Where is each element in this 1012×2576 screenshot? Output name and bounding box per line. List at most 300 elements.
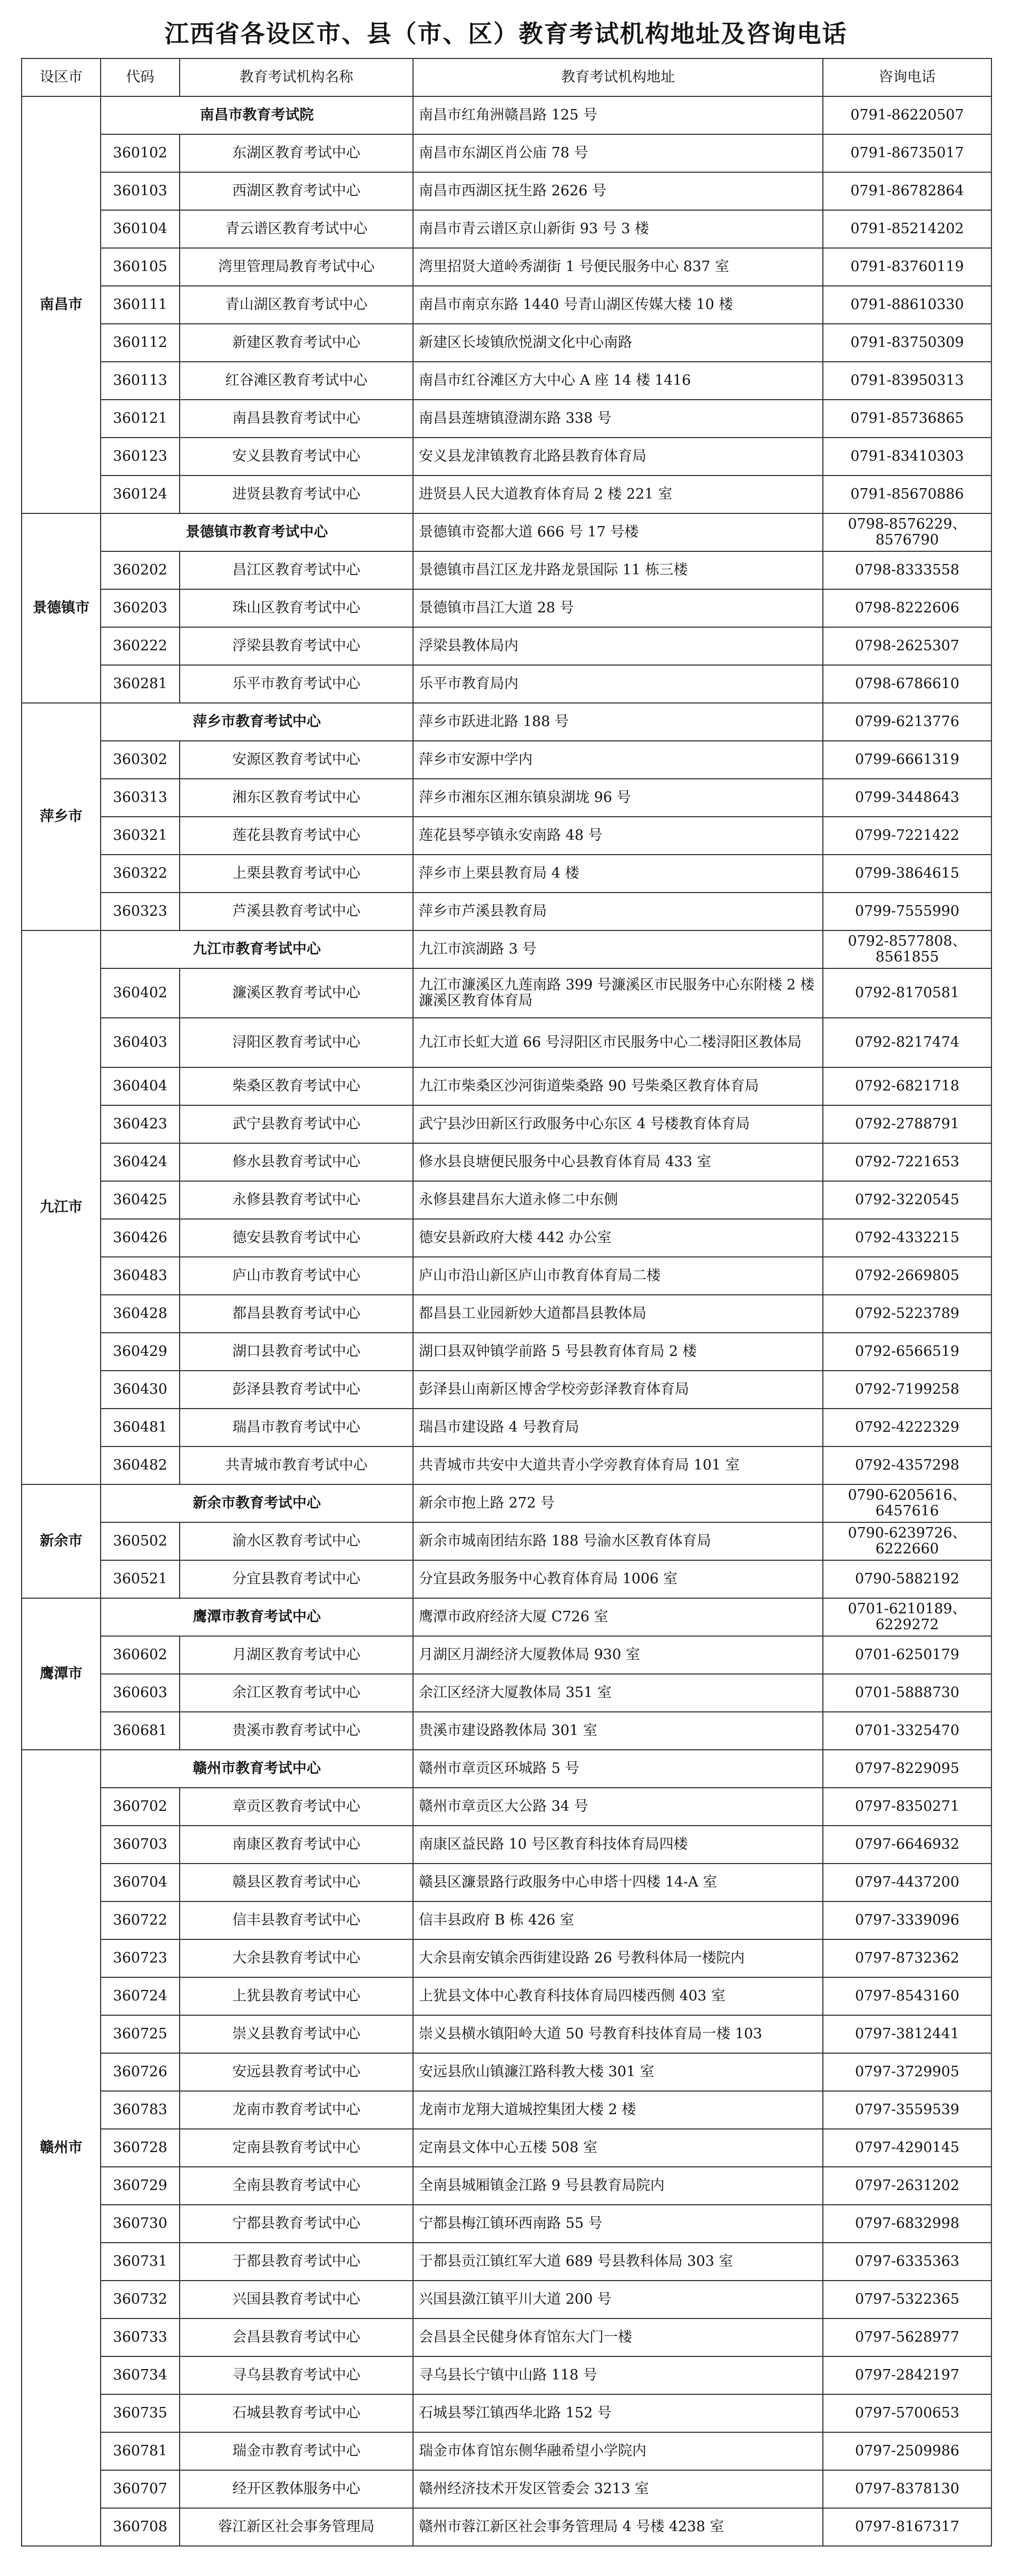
table-row	[22, 1018, 991, 1067]
name-cell: 庐山市教育考试中心	[180, 1257, 413, 1295]
address-cell: 萍乡市上栗县教育局 4 楼	[413, 855, 823, 893]
group-hq-row	[22, 513, 991, 551]
name-cell: 瑞金市教育考试中心	[180, 2432, 413, 2470]
phone-cell: 0792-2788791	[823, 1105, 991, 1143]
code-cell: 360729	[101, 2167, 180, 2205]
phone-cell: 0792-6821718	[823, 1067, 991, 1105]
name-cell: 瑞昌市教育考试中心	[180, 1409, 413, 1446]
code-cell: 360423	[101, 1105, 180, 1143]
group-hq-row	[22, 1484, 991, 1522]
code-cell: 360424	[101, 1143, 180, 1181]
code-cell: 360430	[101, 1371, 180, 1409]
address-cell: 赣县区濂景路行政服务中心申塔十四楼 14-A 室	[413, 1864, 823, 1901]
table-row	[22, 1371, 991, 1409]
name-cell: 南康区教育考试中心	[180, 1826, 413, 1864]
address-cell: 全南县城厢镇金江路 9 号县教育局院内	[413, 2167, 823, 2205]
address-cell: 安远县欣山镇濂江路科教大楼 301 室	[413, 2053, 823, 2091]
address-cell: 萍乡市安源中学内	[413, 741, 823, 779]
table-row	[22, 1674, 991, 1712]
table-row	[22, 1333, 991, 1371]
name-cell: 蓉江新区社会事务管理局	[180, 2508, 413, 2546]
address-cell: 于都县贡江镇红军大道 689 号县教科体局 303 室	[413, 2243, 823, 2281]
name-cell: 武宁县教育考试中心	[180, 1105, 413, 1143]
address-cell: 月湖区月湖经济大厦教体局 930 室	[413, 1636, 823, 1674]
phone-cell: 0792-8170581	[823, 968, 991, 1018]
address-cell: 莲花县琴亭镇永安南路 48 号	[413, 817, 823, 855]
phone-cell: 0797-3339096	[823, 1901, 991, 1939]
address-cell: 九江市柴桑区沙河街道柴桑路 90 号柴桑区教育体育局	[413, 1067, 823, 1105]
phone-cell: 0799-3448643	[823, 779, 991, 817]
table-header-row	[22, 58, 991, 96]
table-row	[22, 2167, 991, 2205]
name-cell: 德安县教育考试中心	[180, 1219, 413, 1257]
name-cell: 月湖区教育考试中心	[180, 1636, 413, 1674]
phone-cell: 0790-5882192	[823, 1560, 991, 1598]
code-cell: 360124	[101, 475, 180, 513]
phone-cell: 0798-2625307	[823, 627, 991, 665]
code-cell: 360313	[101, 779, 180, 817]
code-cell: 360402	[101, 968, 180, 1018]
table-row	[22, 1522, 991, 1560]
hq-name-cell: 鹰潭市教育考试中心	[101, 1598, 413, 1636]
table-row	[22, 438, 991, 475]
phone-cell: 0791-83950313	[823, 362, 991, 400]
table-row	[22, 1105, 991, 1143]
code-cell: 360302	[101, 741, 180, 779]
phone-cell: 0701-6250179	[823, 1636, 991, 1674]
phone-cell: 0797-6646932	[823, 1826, 991, 1864]
group-hq-row	[22, 1750, 991, 1788]
phone-cell: 0797-5700653	[823, 2394, 991, 2432]
phone-cell: 0792-2669805	[823, 1257, 991, 1295]
name-cell: 湘东区教育考试中心	[180, 779, 413, 817]
table-row	[22, 2394, 991, 2432]
code-cell: 360730	[101, 2205, 180, 2243]
code-cell: 360781	[101, 2432, 180, 2470]
address-cell: 萍乡市湘东区湘东镇泉湖垅 96 号	[413, 779, 823, 817]
code-cell: 360426	[101, 1219, 180, 1257]
phone-cell: 0797-6832998	[823, 2205, 991, 2243]
address-cell: 共青城市共安中大道共青小学旁教育体育局 101 室	[413, 1446, 823, 1484]
table-row	[22, 2129, 991, 2167]
address-cell: 景德镇市昌江大道 28 号	[413, 589, 823, 627]
address-cell: 永修县建昌东大道永修二中东侧	[413, 1181, 823, 1219]
code-cell: 360112	[101, 324, 180, 362]
name-cell: 柴桑区教育考试中心	[180, 1067, 413, 1105]
hq-phone-cell: 0791-86220507	[823, 96, 991, 134]
hq-name-cell: 新余市教育考试中心	[101, 1484, 413, 1522]
table-row	[22, 134, 991, 172]
address-cell: 武宁县沙田新区行政服务中心东区 4 号楼教育体育局	[413, 1105, 823, 1143]
code-cell: 360281	[101, 665, 180, 703]
phone-cell: 0797-5628977	[823, 2319, 991, 2356]
table-row	[22, 2432, 991, 2470]
group-hq-row	[22, 930, 991, 968]
phone-cell: 0797-2842197	[823, 2356, 991, 2394]
table-row	[22, 779, 991, 817]
phone-cell: 0797-8350271	[823, 1788, 991, 1826]
code-cell: 360723	[101, 1939, 180, 1977]
code-cell: 360521	[101, 1560, 180, 1598]
code-cell: 360403	[101, 1018, 180, 1067]
phone-cell: 0792-8217474	[823, 1018, 991, 1067]
table-body	[22, 96, 991, 2546]
name-cell: 经开区教体服务中心	[180, 2470, 413, 2508]
code-cell: 360707	[101, 2470, 180, 2508]
header-address: 教育考试机构地址	[413, 58, 823, 96]
name-cell: 进贤县教育考试中心	[180, 475, 413, 513]
name-cell: 会昌县教育考试中心	[180, 2319, 413, 2356]
code-cell: 360722	[101, 1901, 180, 1939]
table-row	[22, 1409, 991, 1446]
table-row	[22, 2091, 991, 2129]
table-row	[22, 2319, 991, 2356]
hq-phone-cell: 0790-6205616、6457616	[823, 1484, 991, 1522]
code-cell: 360728	[101, 2129, 180, 2167]
phone-cell: 0798-8333558	[823, 551, 991, 589]
code-cell: 360702	[101, 1788, 180, 1826]
phone-cell: 0792-3220545	[823, 1181, 991, 1219]
name-cell: 安远县教育考试中心	[180, 2053, 413, 2091]
hq-address-cell: 南昌市红角洲赣昌路 125 号	[413, 96, 823, 134]
table-row	[22, 1977, 991, 2015]
address-cell: 南昌市红谷滩区方大中心 A 座 14 楼 1416	[413, 362, 823, 400]
code-cell: 360708	[101, 2508, 180, 2546]
hq-phone-cell: 0798-8576229、8576790	[823, 513, 991, 551]
phone-cell: 0797-8732362	[823, 1939, 991, 1977]
name-cell: 都昌县教育考试中心	[180, 1295, 413, 1333]
code-cell: 360734	[101, 2356, 180, 2394]
name-cell: 乐平市教育考试中心	[180, 665, 413, 703]
phone-cell: 0797-8167317	[823, 2508, 991, 2546]
hq-address-cell: 新余市抱上路 272 号	[413, 1484, 823, 1522]
code-cell: 360482	[101, 1446, 180, 1484]
name-cell: 宁都县教育考试中心	[180, 2205, 413, 2243]
phone-cell: 0701-5888730	[823, 1674, 991, 1712]
code-cell: 360123	[101, 438, 180, 475]
city-cell: 新余市	[22, 1484, 101, 1598]
address-cell: 定南县文体中心五楼 508 室	[413, 2129, 823, 2167]
name-cell: 安源区教育考试中心	[180, 741, 413, 779]
table-row	[22, 1826, 991, 1864]
hq-name-cell: 九江市教育考试中心	[101, 930, 413, 968]
name-cell: 定南县教育考试中心	[180, 2129, 413, 2167]
address-cell: 湾里招贤大道岭秀湖街 1 号便民服务中心 837 室	[413, 248, 823, 286]
group-hq-row	[22, 703, 991, 741]
hq-phone-cell: 0799-6213776	[823, 703, 991, 741]
phone-cell: 0797-4437200	[823, 1864, 991, 1901]
hq-phone-cell: 0797-8229095	[823, 1750, 991, 1788]
address-cell: 新建区长堎镇欣悦湖文化中心南路	[413, 324, 823, 362]
phone-cell: 0797-3559539	[823, 2091, 991, 2129]
name-cell: 共青城市教育考试中心	[180, 1446, 413, 1484]
table-row	[22, 1864, 991, 1901]
code-cell: 360323	[101, 893, 180, 930]
name-cell: 青云谱区教育考试中心	[180, 210, 413, 248]
address-cell: 南昌市南京东路 1440 号青山湖区传媒大楼 10 楼	[413, 286, 823, 324]
header-code: 代码	[101, 58, 180, 96]
city-cell: 九江市	[22, 930, 101, 1484]
table-row	[22, 324, 991, 362]
phone-cell: 0797-8378130	[823, 2470, 991, 2508]
name-cell: 青山湖区教育考试中心	[180, 286, 413, 324]
hq-address-cell: 赣州市章贡区环城路 5 号	[413, 1750, 823, 1788]
address-cell: 景德镇市昌江区龙井路龙景国际 11 栋三楼	[413, 551, 823, 589]
name-cell: 永修县教育考试中心	[180, 1181, 413, 1219]
address-cell: 石城县琴江镇西华北路 152 号	[413, 2394, 823, 2432]
code-cell: 360202	[101, 551, 180, 589]
table-row	[22, 893, 991, 930]
table-row	[22, 1901, 991, 1939]
phone-cell: 0791-83760119	[823, 248, 991, 286]
address-cell: 九江市濂溪区九莲南路 399 号濂溪区市民服务中心东附楼 2 楼濂溪区教育体育局	[413, 968, 823, 1018]
hq-name-cell: 萍乡市教育考试中心	[101, 703, 413, 741]
phone-cell: 0797-5322365	[823, 2281, 991, 2319]
city-cell: 南昌市	[22, 96, 101, 513]
name-cell: 彭泽县教育考试中心	[180, 1371, 413, 1409]
city-cell: 赣州市	[22, 1750, 101, 2546]
table-row	[22, 286, 991, 324]
table-row	[22, 1560, 991, 1598]
name-cell: 寻乌县教育考试中心	[180, 2356, 413, 2394]
hq-name-cell: 景德镇市教育考试中心	[101, 513, 413, 551]
phone-cell: 0790-6239726、6222660	[823, 1522, 991, 1560]
address-cell: 南昌市东湖区肖公庙 78 号	[413, 134, 823, 172]
code-cell: 360105	[101, 248, 180, 286]
table-row	[22, 248, 991, 286]
table-row	[22, 551, 991, 589]
code-cell: 360703	[101, 1826, 180, 1864]
table-row	[22, 1219, 991, 1257]
table-row	[22, 1939, 991, 1977]
phone-cell: 0792-5223789	[823, 1295, 991, 1333]
name-cell: 芦溪县教育考试中心	[180, 893, 413, 930]
code-cell: 360203	[101, 589, 180, 627]
code-cell: 360732	[101, 2281, 180, 2319]
name-cell: 信丰县教育考试中心	[180, 1901, 413, 1939]
table-row	[22, 2470, 991, 2508]
name-cell: 西湖区教育考试中心	[180, 172, 413, 210]
address-cell: 崇义县横水镇阳岭大道 50 号教育科技体育局一楼 103	[413, 2015, 823, 2053]
code-cell: 360481	[101, 1409, 180, 1446]
address-cell: 彭泽县山南新区博舍学校旁彭泽教育体育局	[413, 1371, 823, 1409]
phone-cell: 0797-4290145	[823, 2129, 991, 2167]
table-row	[22, 172, 991, 210]
phone-cell: 0797-6335363	[823, 2243, 991, 2281]
name-cell: 崇义县教育考试中心	[180, 2015, 413, 2053]
phone-cell: 0792-4222329	[823, 1409, 991, 1446]
code-cell: 360111	[101, 286, 180, 324]
phone-cell: 0791-86735017	[823, 134, 991, 172]
phone-cell: 0792-4332215	[823, 1219, 991, 1257]
address-cell: 南昌市西湖区抚生路 2626 号	[413, 172, 823, 210]
phone-cell: 0792-7221653	[823, 1143, 991, 1181]
address-cell: 乐平市教育局内	[413, 665, 823, 703]
table-row	[22, 665, 991, 703]
phone-cell: 0791-85670886	[823, 475, 991, 513]
code-cell: 360483	[101, 1257, 180, 1295]
table-row	[22, 2053, 991, 2091]
code-cell: 360783	[101, 2091, 180, 2129]
phone-cell: 0792-6566519	[823, 1333, 991, 1371]
table-row	[22, 1788, 991, 1826]
address-cell: 德安县新政府大楼 442 办公室	[413, 1219, 823, 1257]
table-row	[22, 2356, 991, 2394]
hq-address-cell: 景德镇市瓷都大道 666 号 17 号楼	[413, 513, 823, 551]
code-cell: 360704	[101, 1864, 180, 1901]
address-cell: 贵溪市建设路教体局 301 室	[413, 1712, 823, 1750]
code-cell: 360603	[101, 1674, 180, 1712]
code-cell: 360429	[101, 1333, 180, 1371]
address-cell: 湖口县双钟镇学前路 5 号县教育体育局 2 楼	[413, 1333, 823, 1371]
table-row	[22, 2205, 991, 2243]
name-cell: 新建区教育考试中心	[180, 324, 413, 362]
phone-cell: 0791-83410303	[823, 438, 991, 475]
code-cell: 360733	[101, 2319, 180, 2356]
name-cell: 龙南市教育考试中心	[180, 2091, 413, 2129]
hq-address-cell: 九江市滨湖路 3 号	[413, 930, 823, 968]
hq-phone-cell: 0701-6210189、6229272	[823, 1598, 991, 1636]
name-cell: 南昌县教育考试中心	[180, 400, 413, 438]
phone-cell: 0791-86782864	[823, 172, 991, 210]
address-cell: 龙南市龙翔大道城控集团大楼 2 楼	[413, 2091, 823, 2129]
phone-cell: 0791-85736865	[823, 400, 991, 438]
name-cell: 上犹县教育考试中心	[180, 1977, 413, 2015]
code-cell: 360321	[101, 817, 180, 855]
address-cell: 大余县南安镇余西街建设路 26 号教科体局一楼院内	[413, 1939, 823, 1977]
address-cell: 上犹县文体中心教育科技体育局四楼西侧 403 室	[413, 1977, 823, 2015]
phone-cell: 0792-7199258	[823, 1371, 991, 1409]
table-row	[22, 1067, 991, 1105]
code-cell: 360428	[101, 1295, 180, 1333]
code-cell: 360113	[101, 362, 180, 400]
address-cell: 瑞昌市建设路 4 号教育局	[413, 1409, 823, 1446]
address-cell: 会昌县全民健身体育馆东大门一楼	[413, 2319, 823, 2356]
address-cell: 信丰县政府 B 栋 426 室	[413, 1901, 823, 1939]
address-cell: 修水县良塘便民服务中心县教育体育局 433 室	[413, 1143, 823, 1181]
name-cell: 章贡区教育考试中心	[180, 1788, 413, 1826]
code-cell: 360404	[101, 1067, 180, 1105]
name-cell: 湾里管理局教育考试中心	[180, 248, 413, 286]
city-cell: 景德镇市	[22, 513, 101, 703]
table-row	[22, 2508, 991, 2546]
page-title: 江西省各设区市、县（市、区）教育考试机构地址及咨询电话	[164, 19, 848, 48]
table-row	[22, 968, 991, 1018]
address-cell: 安义县龙津镇教育北路县教育体育局	[413, 438, 823, 475]
table-row	[22, 210, 991, 248]
city-cell: 萍乡市	[22, 703, 101, 930]
code-cell: 360502	[101, 1522, 180, 1560]
code-cell: 360121	[101, 400, 180, 438]
code-cell: 360102	[101, 134, 180, 172]
address-cell: 南昌市青云谱区京山新街 93 号 3 楼	[413, 210, 823, 248]
table-row	[22, 1143, 991, 1181]
table-row	[22, 817, 991, 855]
table-row	[22, 2281, 991, 2319]
phone-cell: 0797-8543160	[823, 1977, 991, 2015]
name-cell: 兴国县教育考试中心	[180, 2281, 413, 2319]
code-cell: 360103	[101, 172, 180, 210]
address-cell: 兴国县潋江镇平川大道 200 号	[413, 2281, 823, 2319]
table-row	[22, 362, 991, 400]
address-cell: 庐山市沿山新区庐山市教育体育局二楼	[413, 1257, 823, 1295]
group-hq-row	[22, 1598, 991, 1636]
name-cell: 昌江区教育考试中心	[180, 551, 413, 589]
address-cell: 赣州经济技术开发区管委会 3213 室	[413, 2470, 823, 2508]
code-cell: 360726	[101, 2053, 180, 2091]
phone-cell: 0797-3729905	[823, 2053, 991, 2091]
phone-cell: 0792-4357298	[823, 1446, 991, 1484]
code-cell: 360735	[101, 2394, 180, 2432]
address-cell: 南昌县莲塘镇澄湖东路 338 号	[413, 400, 823, 438]
name-cell: 于都县教育考试中心	[180, 2243, 413, 2281]
code-cell: 360731	[101, 2243, 180, 2281]
table-row	[22, 741, 991, 779]
name-cell: 修水县教育考试中心	[180, 1143, 413, 1181]
address-cell: 都昌县工业园新妙大道都昌县教体局	[413, 1295, 823, 1333]
phone-cell: 0797-2509986	[823, 2432, 991, 2470]
code-cell: 360681	[101, 1712, 180, 1750]
phone-cell: 0798-6786610	[823, 665, 991, 703]
address-cell: 分宜县政务服务中心教育体育局 1006 室	[413, 1560, 823, 1598]
header-name: 教育考试机构名称	[180, 58, 413, 96]
name-cell: 石城县教育考试中心	[180, 2394, 413, 2432]
phone-cell: 0701-3325470	[823, 1712, 991, 1750]
table-row	[22, 1636, 991, 1674]
table-row	[22, 1257, 991, 1295]
code-cell: 360425	[101, 1181, 180, 1219]
group-hq-row	[22, 96, 991, 134]
phone-cell: 0799-7555990	[823, 893, 991, 930]
phone-cell: 0798-8222606	[823, 589, 991, 627]
name-cell: 珠山区教育考试中心	[180, 589, 413, 627]
name-cell: 分宜县教育考试中心	[180, 1560, 413, 1598]
name-cell: 湖口县教育考试中心	[180, 1333, 413, 1371]
code-cell: 360222	[101, 627, 180, 665]
name-cell: 余江区教育考试中心	[180, 1674, 413, 1712]
code-cell: 360104	[101, 210, 180, 248]
city-cell: 鹰潭市	[22, 1598, 101, 1750]
name-cell: 全南县教育考试中心	[180, 2167, 413, 2205]
address-cell: 赣州市章贡区大公路 34 号	[413, 1788, 823, 1826]
name-cell: 上栗县教育考试中心	[180, 855, 413, 893]
address-cell: 南康区益民路 10 号区教育科技体育局四楼	[413, 1826, 823, 1864]
table-row	[22, 2243, 991, 2281]
hq-address-cell: 萍乡市跃进北路 188 号	[413, 703, 823, 741]
name-cell: 濂溪区教育考试中心	[180, 968, 413, 1018]
code-cell: 360724	[101, 1977, 180, 2015]
header-city: 设区市	[22, 58, 101, 96]
phone-cell: 0799-7221422	[823, 817, 991, 855]
name-cell: 贵溪市教育考试中心	[180, 1712, 413, 1750]
table-row	[22, 2015, 991, 2053]
phone-cell: 0791-88610330	[823, 286, 991, 324]
table-row	[22, 475, 991, 513]
name-cell: 安义县教育考试中心	[180, 438, 413, 475]
hq-name-cell: 赣州市教育考试中心	[101, 1750, 413, 1788]
address-cell: 萍乡市芦溪县教育局	[413, 893, 823, 930]
name-cell: 红谷滩区教育考试中心	[180, 362, 413, 400]
table-row	[22, 1712, 991, 1750]
name-cell: 渝水区教育考试中心	[180, 1522, 413, 1560]
institution-table	[21, 58, 992, 2547]
address-cell: 浮梁县教体局内	[413, 627, 823, 665]
phone-cell: 0797-2631202	[823, 2167, 991, 2205]
phone-cell: 0799-3864615	[823, 855, 991, 893]
code-cell: 360725	[101, 2015, 180, 2053]
header-phone: 咨询电话	[823, 58, 991, 96]
address-cell: 九江市长虹大道 66 号浔阳区市民服务中心二楼浔阳区教体局	[413, 1018, 823, 1067]
